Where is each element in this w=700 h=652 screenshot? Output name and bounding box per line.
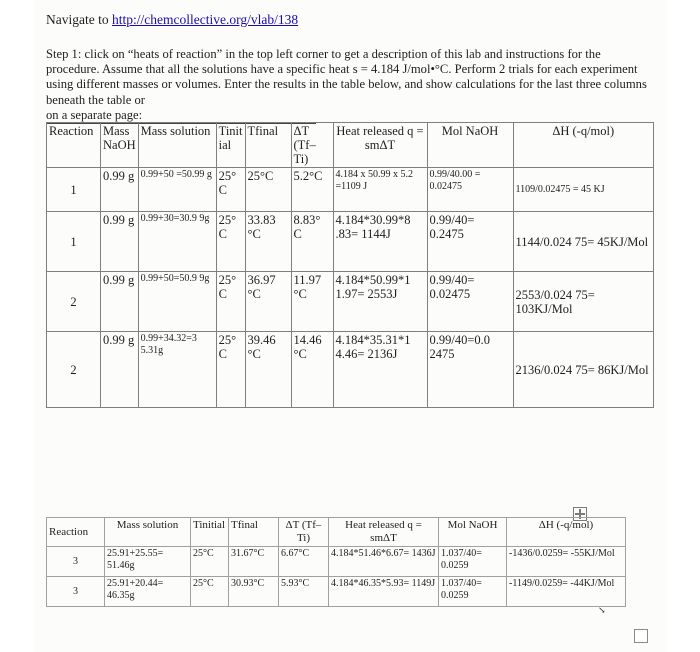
- table-row: [47, 168, 654, 212]
- cell-mol-naoh: 0.99/40= 0.02475: [427, 272, 513, 332]
- cell-t-initial: 25°C: [191, 547, 229, 577]
- header-delta-h: ΔH (-q/mol): [513, 123, 654, 168]
- cell-heat-released: 4.184*35.31*1 4.46= 2136J: [333, 332, 427, 408]
- cell-delta-h: 1144/0.024 75= 45KJ/Mol: [513, 212, 654, 272]
- table-row: [47, 332, 654, 408]
- cell-mass-solution: 25.91+25.55= 51.46g: [105, 547, 191, 577]
- cell-reaction: 1: [47, 168, 101, 212]
- cell-mol-naoh: 1.037/40= 0.0259: [439, 577, 507, 607]
- step-1-last-line: on a separate page:: [46, 108, 316, 124]
- cell-mass-naoh: 0.99 g: [101, 168, 139, 212]
- cell-delta-t: 11.97 °C: [291, 272, 333, 332]
- cell-delta-h: 2553/0.024 75= 103KJ/Mol: [513, 272, 654, 332]
- step-1-text: Step 1: click on “heats of reaction” in the top left corner to get a description of this lab and instructions for the procedure. Assume that all the solutions have a specific heat s = 4.184 J/mol•°C. Perform 2 trials for each experiment using different masses or volumes. Enter the results in the table below, and show calculations for the last three columns beneath the table or: [46, 47, 647, 107]
- cell-reaction: 3: [47, 577, 105, 607]
- cell-delta-t: 8.83° C: [291, 212, 333, 272]
- cell-t-initial: 25° C: [216, 168, 245, 212]
- table-row: [47, 577, 626, 607]
- cell-t-initial: 25°C: [191, 577, 229, 607]
- worksheet-page: [34, 0, 666, 652]
- header-delta-h: ΔH (-q/mol): [507, 518, 626, 547]
- header-t-final: Tfinal: [229, 518, 279, 547]
- cell-delta-h: 2136/0.024 75= 86KJ/Mol: [513, 332, 654, 408]
- cell-delta-t: 14.46 °C: [291, 332, 333, 408]
- cell-t-initial: 25° C: [216, 212, 245, 272]
- cell-t-final: 33.83 °C: [245, 212, 291, 272]
- header-delta-t: ΔT (Tf– Ti): [279, 518, 329, 547]
- header-mol-naoh: Mol NaOH: [439, 518, 507, 547]
- results-table-1: [46, 122, 654, 408]
- cell-delta-h: -1436/0.0259= -55KJ/Mol: [507, 547, 626, 577]
- cell-mol-naoh: 0.99/40= 0.2475: [427, 212, 513, 272]
- cell-t-final: 31.67°C: [229, 547, 279, 577]
- cell-t-final: 25°C: [245, 168, 291, 212]
- header-t-initial: Tinit ial: [216, 123, 245, 168]
- cell-heat-released: 4.184*51.46*6.67= 1436J: [329, 547, 439, 577]
- cell-t-initial: 25° C: [216, 272, 245, 332]
- cell-delta-t: 5.93°C: [279, 577, 329, 607]
- cell-mol-naoh: 0.99/40=0.0 2475: [427, 332, 513, 408]
- table-row: [47, 547, 626, 577]
- cell-t-final: 39.46 °C: [245, 332, 291, 408]
- table-2-header-row: [47, 518, 626, 547]
- header-t-initial: Tinitial: [191, 518, 229, 547]
- cell-mass-naoh: 0.99 g: [101, 332, 139, 408]
- cell-reaction: 2: [47, 332, 101, 408]
- header-mol-naoh: Mol NaOH: [427, 123, 513, 168]
- cell-reaction: 3: [47, 547, 105, 577]
- table-row: [47, 212, 654, 272]
- cell-mass-solution: 0.99+50=50.9 9g: [138, 272, 216, 332]
- header-mass-naoh: Mass NaOH: [101, 123, 139, 168]
- cell-mass-solution: 25.91+20.44= 46.35g: [105, 577, 191, 607]
- table-1-header-row: [47, 123, 654, 168]
- cell-delta-h: -1149/0.0259= -44KJ/Mol: [507, 577, 626, 607]
- table-row: [47, 272, 654, 332]
- navigate-prefix: Navigate to: [46, 12, 112, 27]
- results-table-2: [46, 517, 626, 607]
- cell-mass-solution: 0.99+34.32=3 5.31g: [138, 332, 216, 408]
- cursor-arrow-icon: ↘: [598, 605, 606, 615]
- cell-delta-t: 5.2°C: [291, 168, 333, 212]
- cell-delta-t: 6.67°C: [279, 547, 329, 577]
- cell-reaction: 1: [47, 212, 101, 272]
- header-mass-solution: Mass solution: [105, 518, 191, 547]
- resize-handle-box[interactable]: [634, 629, 648, 643]
- header-heat-released: Heat released q = smΔT: [333, 123, 427, 168]
- header-reaction: Reaction: [47, 518, 105, 547]
- cell-heat-released: 4.184*30.99*8 .83= 1144J: [333, 212, 427, 272]
- cell-mass-solution: 0.99+50 =50.99 g: [138, 168, 216, 212]
- cell-t-initial: 25° C: [216, 332, 245, 408]
- header-reaction: Reaction: [47, 123, 101, 168]
- cell-reaction: 2: [47, 272, 101, 332]
- cell-delta-h: 1109/0.02475 = 45 KJ: [513, 168, 654, 212]
- step-1-instructions: [46, 47, 654, 124]
- header-heat-released: Heat released q = smΔT: [329, 518, 439, 547]
- cell-mass-naoh: 0.99 g: [101, 212, 139, 272]
- cell-heat-released: 4.184*50.99*1 1.97= 2553J: [333, 272, 427, 332]
- cell-mol-naoh: 1.037/40= 0.0259: [439, 547, 507, 577]
- cell-heat-released: 4.184 x 50.99 x 5.2 =1109 J: [333, 168, 427, 212]
- header-delta-t: ΔT (Tf– Ti): [291, 123, 333, 168]
- cell-mass-naoh: 0.99 g: [101, 272, 139, 332]
- cell-mass-solution: 0.99+30=30.9 9g: [138, 212, 216, 272]
- chemcollective-link[interactable]: http://chemcollective.org/vlab/138: [111, 12, 299, 27]
- cell-t-final: 30.93°C: [229, 577, 279, 607]
- navigate-line: [46, 12, 298, 28]
- cell-heat-released: 4.184*46.35*5.93= 1149J: [329, 577, 439, 607]
- cell-t-final: 36.97 °C: [245, 272, 291, 332]
- cell-mol-naoh: 0.99/40.00 = 0.02475: [427, 168, 513, 212]
- header-mass-solution: Mass solution: [138, 123, 216, 168]
- header-t-final: Tfinal: [245, 123, 291, 168]
